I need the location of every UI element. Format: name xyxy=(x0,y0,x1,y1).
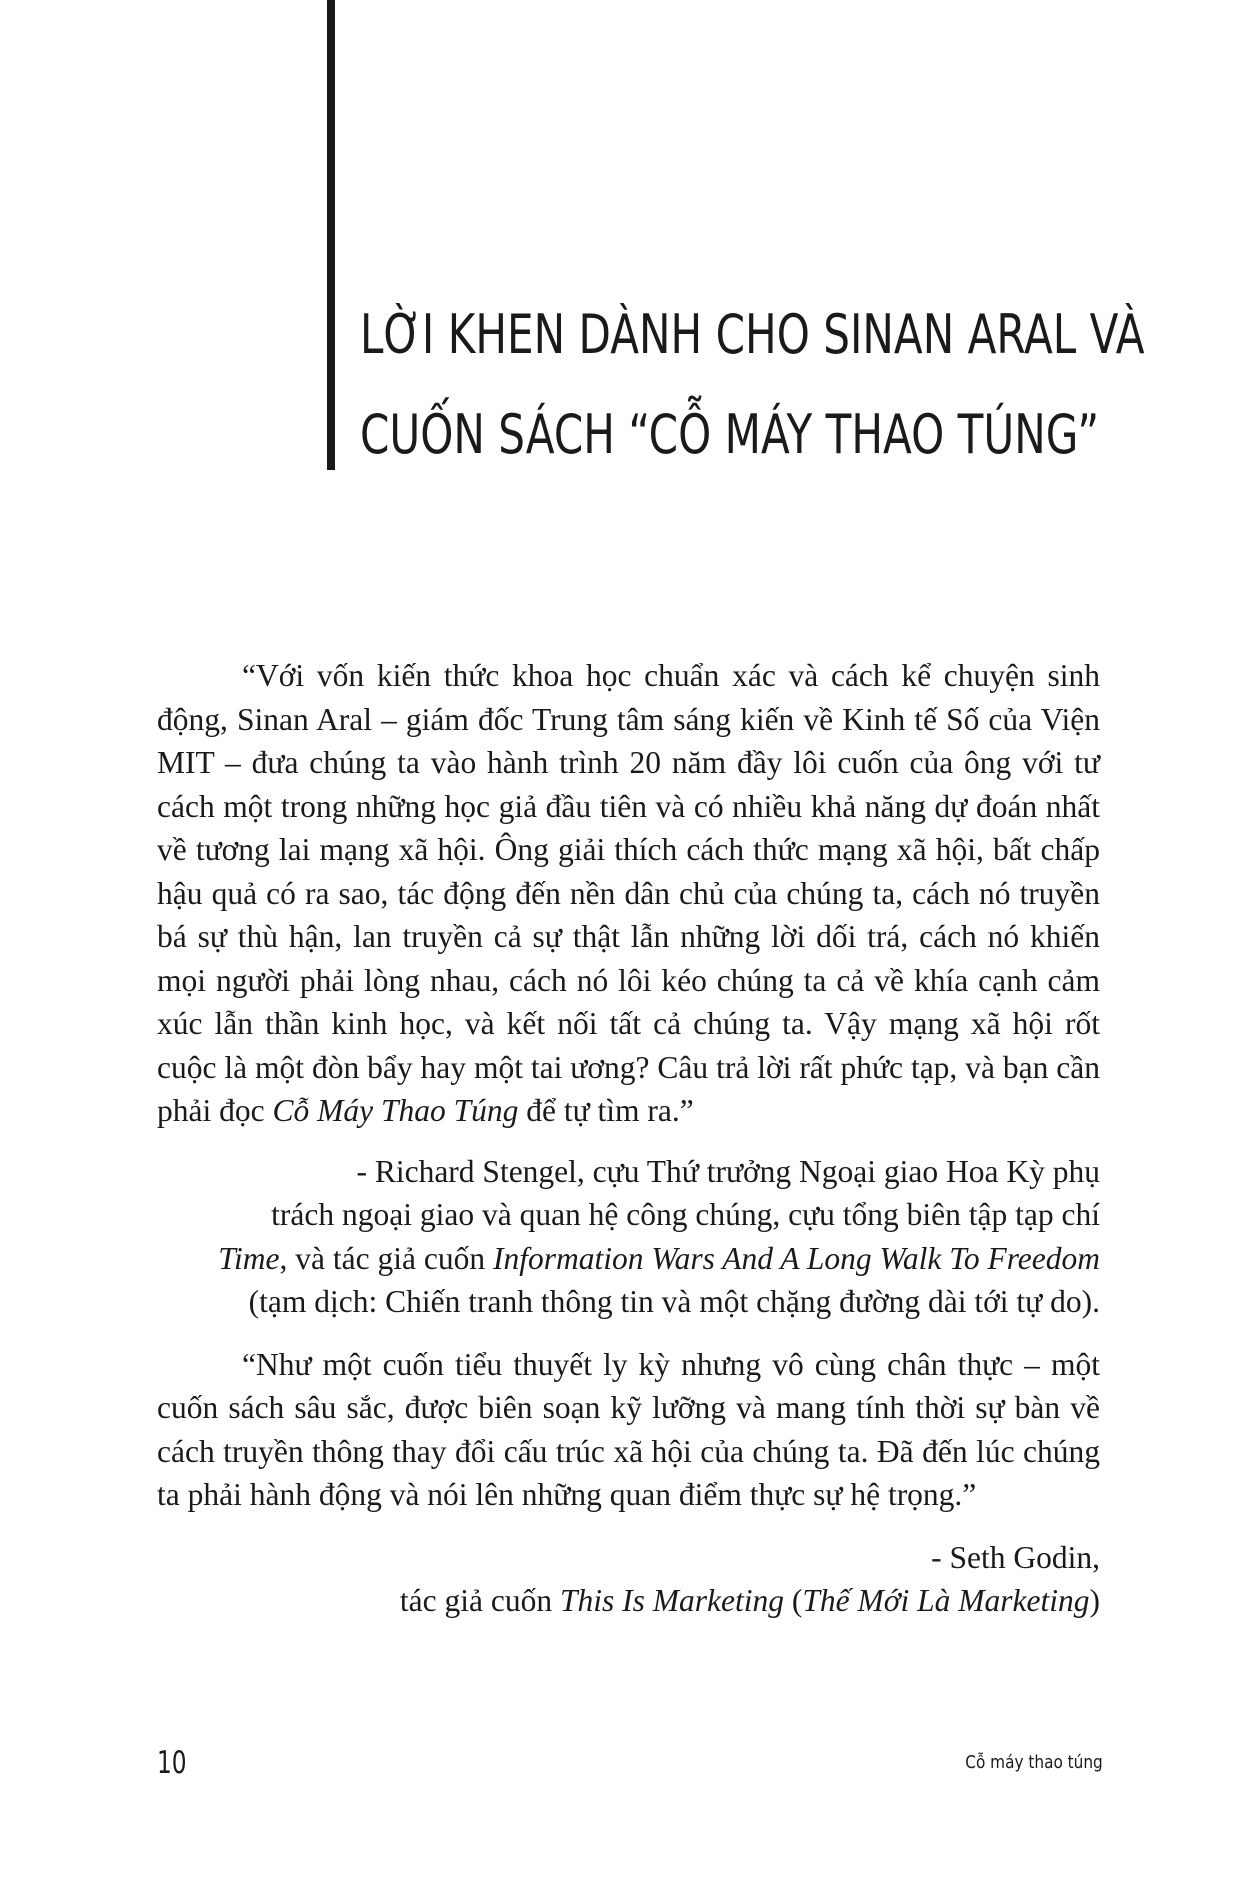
attribution-1-book-title: Information Wars And A Long Walk To Freedom xyxy=(492,1240,1100,1276)
attribution-1-line-1: - Richard Stengel, cựu Thứ trưởng Ngoại giao Hoa Kỳ phụ xyxy=(356,1153,1100,1189)
attribution-1-line-2: trách ngoại giao và quan hệ công chúng, cựu tổng biên tập tạp chí xyxy=(271,1197,1100,1232)
attribution-2-line-1: - Seth Godin, xyxy=(931,1539,1100,1575)
page-title-line-1: LỜI KHEN DÀNH CHO SINAN ARAL VÀ xyxy=(360,303,1145,366)
attribution-2-book-title: This Is Marketing xyxy=(559,1583,784,1618)
attribution-2-line-2 xyxy=(157,1579,1100,1623)
attribution-2-paren-open: ( xyxy=(783,1583,803,1618)
attribution-2-paren-close: ) xyxy=(1089,1583,1100,1618)
attribution-1-line-3 xyxy=(157,1237,1100,1281)
running-footer-title: Cỗ máy thao túng xyxy=(965,1752,1103,1773)
attribution-1-connector: , và tác giả cuốn xyxy=(279,1240,493,1276)
quote-1-ending: để tự tìm ra.” xyxy=(518,1093,694,1128)
attribution-2-prefix: tác giả cuốn xyxy=(399,1583,560,1618)
attribution-1 xyxy=(157,1150,1100,1324)
vertical-rule xyxy=(327,0,335,470)
main-content xyxy=(157,654,1100,1623)
quote-paragraph-1 xyxy=(157,654,1100,1133)
quote-1-book-title: Cỗ Máy Thao Túng xyxy=(272,1093,519,1128)
page-title-line-2: CUỐN SÁCH “CỖ MÁY THAO TÚNG” xyxy=(360,403,1100,466)
quote-1-text: “Với vốn kiến thức khoa học chuẩn xác và cách kể chuyện sinh động, Sinan Aral – giám đốc Trung tâm sáng kiến về Kinh tế Số của Viện MIT – đưa chúng ta vào hành trình 20 năm đầy lôi cuốn của ông với tư cách một trong những học giả đầu tiên và có nhiều khả năng dự đoán nhất về tương lai mạng xã hội. Ông giải thích cách thức mạng xã hội, bất chấp hậu quả có ra sao, tác động đến nền dân chủ của chúng ta, cách nó truyền bá sự thù hận, lan truyền cả sự thật lẫn những lời dối trá, cách nó khiến mọi người phải lòng nhau, cách nó lôi kéo chúng ta cả về khía cạnh cảm xúc lẫn thần kinh học, và kết nối tất cả chúng ta. Vậy mạng xã hội rốt cuộc là một đòn bẩy hay một tai ương? Câu trả lời rất phức tạp, và bạn cần phải đọc xyxy=(157,658,1100,1128)
attribution-2 xyxy=(157,1536,1100,1623)
page-number: 10 xyxy=(157,1745,187,1781)
attribution-2-translated-title: Thế Mới Là Marketing xyxy=(802,1583,1090,1618)
attribution-1-line-4: (tạm dịch: Chiến tranh thông tin và một chặng đường dài tới tự do). xyxy=(248,1284,1100,1319)
page-title xyxy=(360,285,1145,485)
quote-paragraph-2: “Như một cuốn tiểu thuyết ly kỳ nhưng vô cùng chân thực – một cuốn sách sâu sắc, được biên soạn kỹ lưỡng và mang tính thời sự bàn về cách truyền thông thay đổi cấu trúc xã hội của chúng ta. Đã đến lúc chúng ta phải hành động và nói lên những quan điểm thực sự hệ trọng.” xyxy=(157,1346,1100,1512)
attribution-1-magazine: Time xyxy=(218,1240,280,1276)
